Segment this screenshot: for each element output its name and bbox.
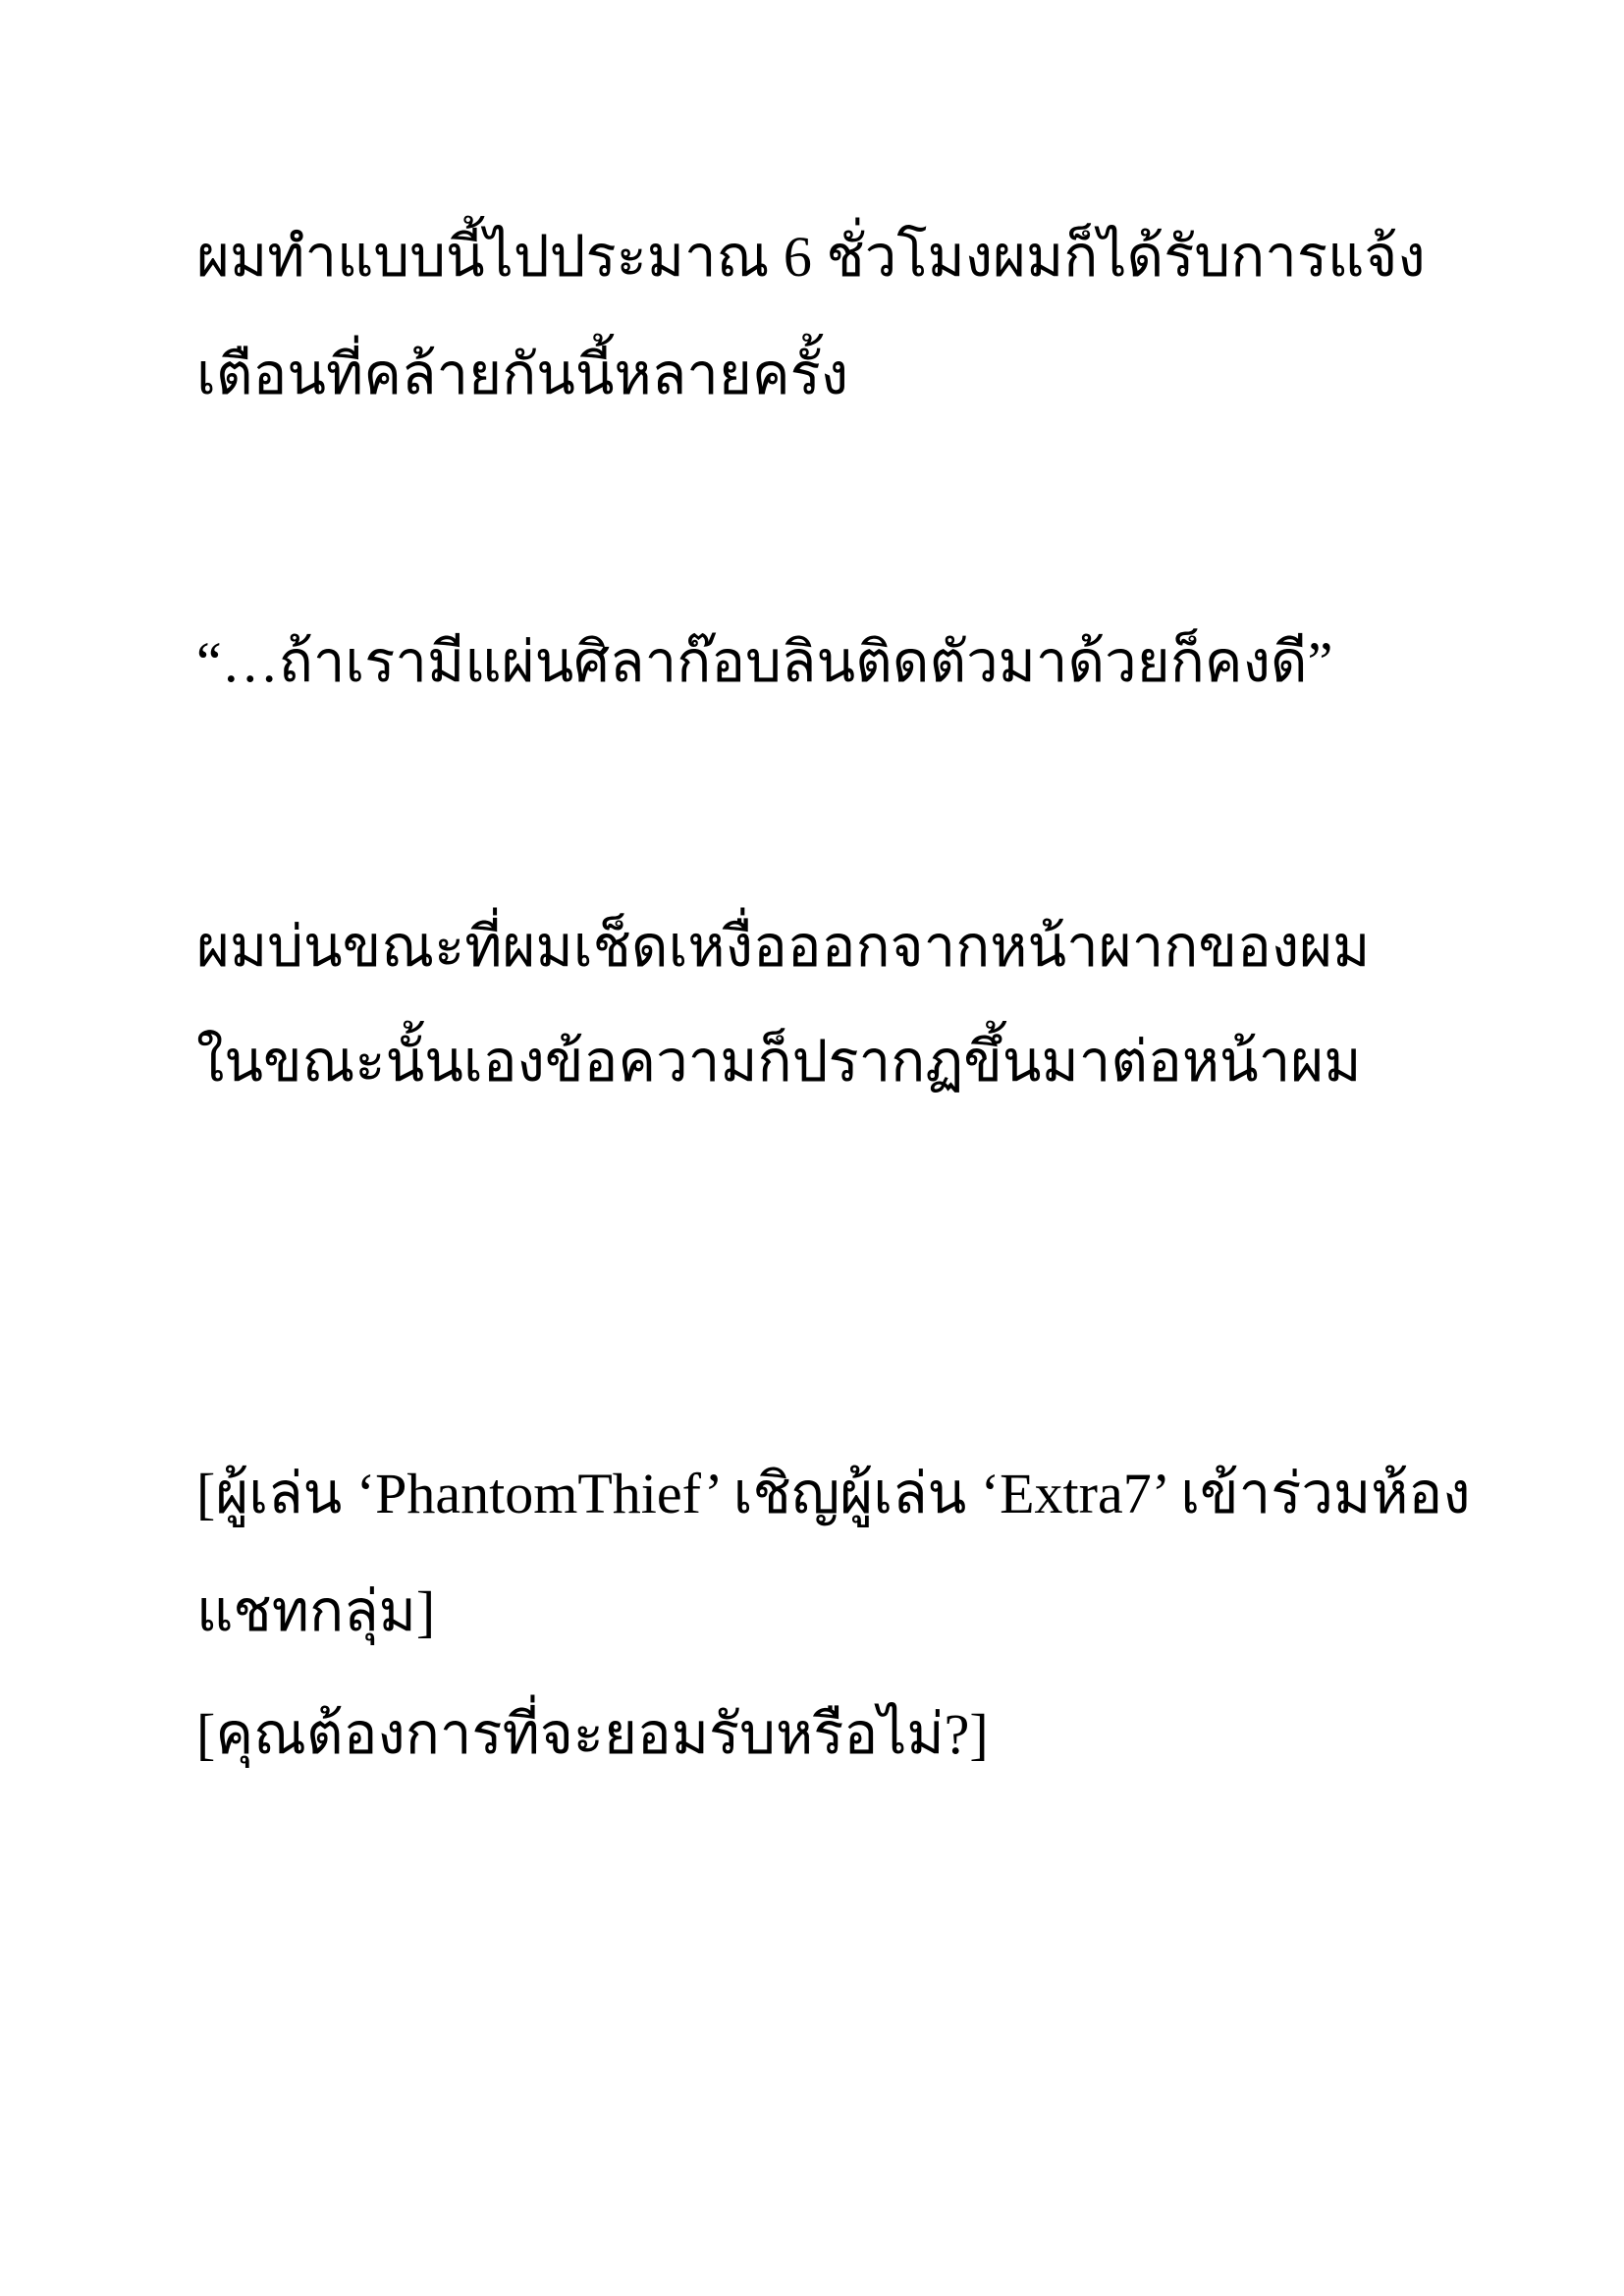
quote-line: “…ถ้าเรามีแผ่นศิลาก๊อบลินติดตัวมาด้วยก็คงดี”	[196, 630, 1333, 694]
system-message-line-3: [คุณต้องการที่จะยอมรับหรือไม่?]	[196, 1702, 989, 1766]
paragraph-1-line-1: ผมทำแบบนี้ไปประมาณ 6 ชั่วโมงผมก็ได้รับการแจ้ง	[196, 225, 1426, 289]
paragraph-2-line-2: ในขณะนั้นเองข้อความก็ปรากฏขึ้นมาต่อหน้าผม	[196, 1030, 1362, 1094]
system-message-line-2: แชทกลุ่ม]	[196, 1579, 436, 1643]
paragraph-2-line-1: ผมบ่นขณะที่ผมเช็ดเหงื่อออกจากหน้าผากของผม	[196, 915, 1371, 979]
system-message-line-1: [ผู้เล่น ‘PhantomThief’ เชิญผู้เล่น ‘Extra7’ เข้าร่วมห้อง	[196, 1462, 1471, 1525]
paragraph-1-line-2: เตือนที่คล้ายกันนี้หลายครั้ง	[196, 343, 849, 406]
